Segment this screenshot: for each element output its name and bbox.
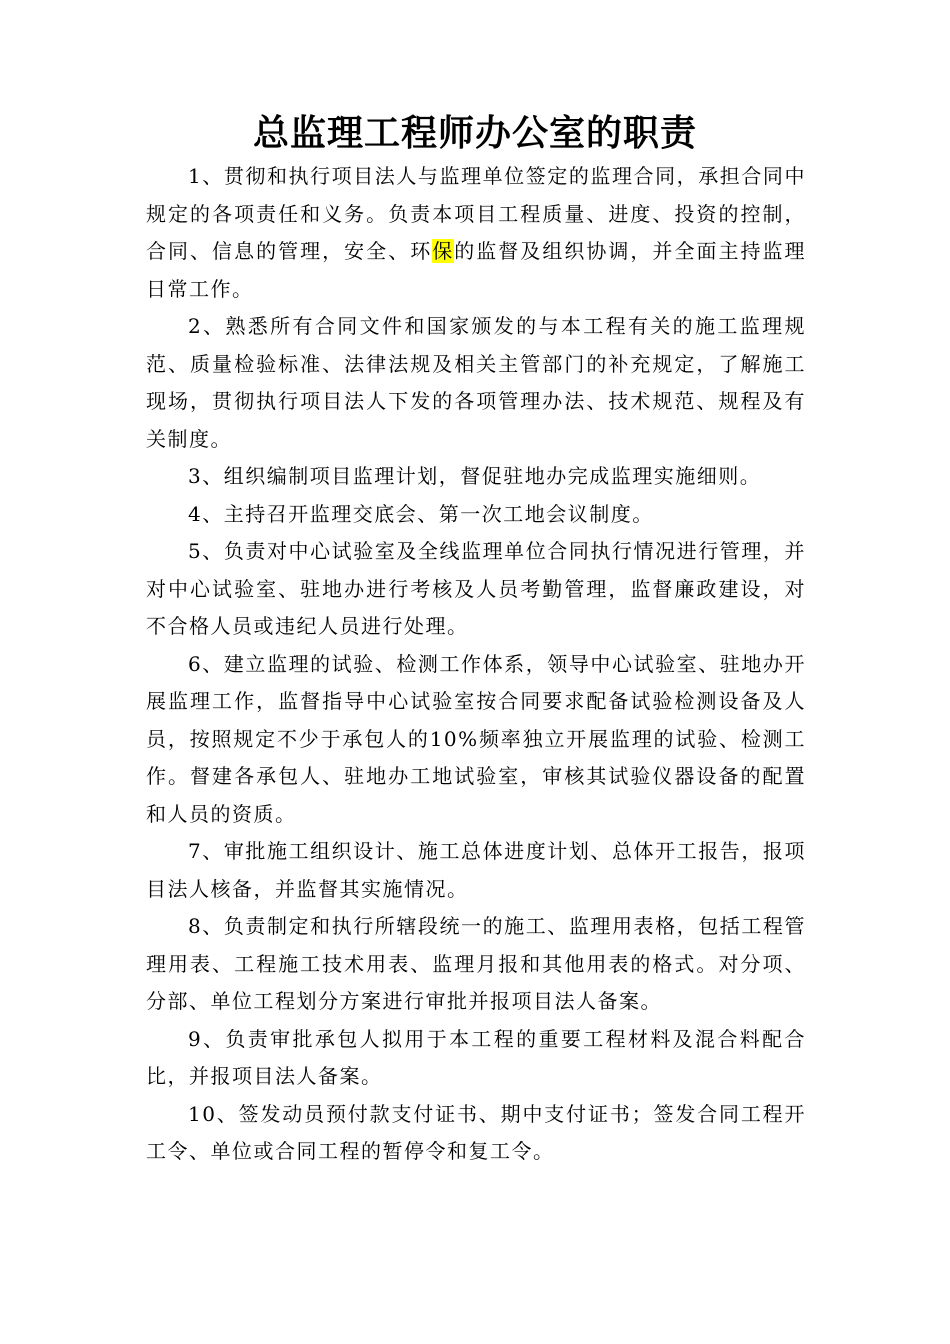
document-title: 总监理工程师办公室的职责 xyxy=(252,113,697,154)
paragraph-1-text-before: 1、贯彻和执行项目法人与监理单位签定的监理合同，承担合同中规定的各项责任和义务。负责本项目工程质量、进度、投资的控制，合同、信息的管理，安全、环 xyxy=(146,164,806,263)
document-body xyxy=(146,158,806,1171)
paragraph-3: 3、组织编制项目监理计划，督促驻地办完成监理实施细则。 xyxy=(188,464,762,488)
paragraph-2: 2、熟悉所有合同文件和国家颁发的与本工程有关的施工监理规范、质量检验标准、法律法规及相关主管部门的补充规定，了解施工现场，贯彻执行项目法人下发的各项管理办法、技术规范、规程及有关制度。 xyxy=(146,314,806,451)
paragraph-5: 5、负责对中心试验室及全线监理单位合同执行情况进行管理，并对中心试验室、驻地办进行考核及人员考勤管理，监督廉政建设，对不合格人员或违纪人员进行处理。 xyxy=(146,539,806,638)
paragraph-4: 4、主持召开监理交底会、第一次工地会议制度。 xyxy=(188,501,654,526)
highlighted-text: 保 xyxy=(432,239,455,263)
paragraph-1-text-after: 的监督及组织协调，并全面主持监理日常工作。 xyxy=(146,239,807,301)
paragraph-6: 6、建立监理的试验、检测工作体系，领导中心试验室、驻地办开展监理工作，监督指导中心试验室按合同要求配备试验检测设备及人员，按照规定不少于承包人的10%频率独立开展监理的试验、检测工作。督建各承包人、驻地办工地试验室，审核其试验仪器设备的配置和人员的资质。 xyxy=(146,651,806,826)
paragraph-10: 10、签发动员预付款支付证书、期中支付证书；签发合同工程开工令、单位或合同工程的暂停令和复工令。 xyxy=(146,1101,806,1163)
paragraph-8: 8、负责制定和执行所辖段统一的施工、监理用表格，包括工程管理用表、工程施工技术用表、监理月报和其他用表的格式。对分项、分部、单位工程划分方案进行审批并报项目法人备案。 xyxy=(146,914,806,1013)
paragraph-1 xyxy=(146,158,806,308)
paragraph-9: 9、负责审批承包人拟用于本工程的重要工程材料及混合料配合比，并报项目法人备案。 xyxy=(146,1026,806,1088)
paragraph-7: 7、审批施工组织设计、施工总体进度计划、总体开工报告，报项目法人核备，并监督其实施情况。 xyxy=(146,839,806,901)
